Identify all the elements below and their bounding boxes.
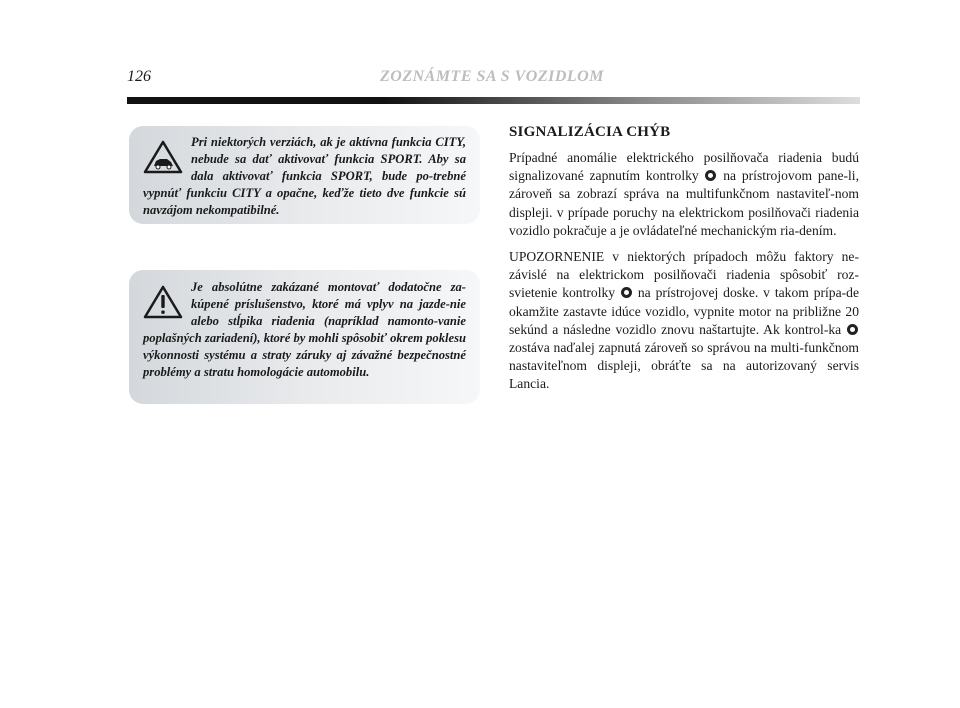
car-icon (143, 140, 183, 174)
header-rule (127, 97, 860, 104)
note-box-city-sport (129, 126, 480, 224)
warning-triangle-icon (143, 285, 183, 319)
text-run: UPOZORNENIE v niektorých prípadoch môžu faktory ne-závislé na elektrickom posilňovači riadenia spôsobiť roz-svietenie kontrolky (509, 249, 859, 301)
section-title: SIGNALIZÁCIA CHÝB (509, 124, 671, 140)
text-run: Prípadné anomálie elektrického posilňovača riadenia budú signalizované zapnutím kontrolky (509, 150, 859, 184)
running-title: ZOZNÁMTE SA S VOZIDLOM (380, 68, 604, 85)
steering-warning-lamp-icon (705, 170, 716, 181)
steering-warning-lamp-icon (847, 324, 858, 335)
steering-warning-lamp-icon (621, 287, 632, 298)
note-text: Je absolútne zakázané montovať dodatočne za-kúpené príslušenstvo, ktoré má vplyv na jazde-nie alebo stĺpika riadenia (napríklad namonto-vanie poplašných zariadení), ktoré by mohli spôsobiť okrem poklesu výkonnosti systému a straty záruky aj závažné bezpečnostné problémy a stratu homologácie automobilu. (143, 280, 466, 379)
text-run: na prístrojovom pane-li, zároveň sa zobrazí správa na multifunkčnom nastaviteľ-nom displeji. v prípade poruchy na elektrickom posilňovači riadenia vozidlo pokračuje a je ovládateľné mechanickým ria-dením. (509, 168, 859, 238)
text-run: zostáva naďalej zapnutá zároveň so správou na multi-funkčnom nastaviteľnom displeji, obráťte sa na autorizovaný servis Lancia. (509, 340, 859, 392)
error-signalling-section (509, 124, 859, 402)
note-box-accessories-warning (129, 270, 480, 404)
paragraph-anomalies (509, 149, 859, 240)
note-text: Pri niektorých verziách, ak je aktívna funkcia CITY, nebude sa dať aktivovať funkcia SPORT. Aby sa dala aktivovať funkcia SPORT, bude po-trebné vypnúť funkciu CITY a opačne, keďže tieto dve funkcie sú navzájom nekompatibilné. (143, 135, 466, 217)
page-number: 126 (127, 68, 151, 85)
paragraph-warning (509, 248, 859, 394)
text-run: na prístrojovej doske. v takom prípa-de okamžite zastavte idúce vozidlo, vypnite motor na približne 20 sekúnd a následne vozidlo znovu naštartujte. Ak kontrol-ka (509, 285, 859, 337)
